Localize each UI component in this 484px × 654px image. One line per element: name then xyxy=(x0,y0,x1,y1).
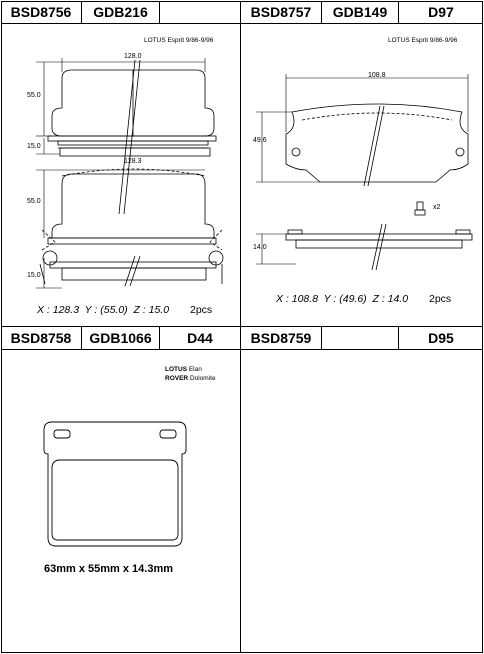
tl-dim-top-width: 128.0 xyxy=(124,53,142,60)
tr-pcs: 2pcs xyxy=(429,293,452,305)
tl-dim-bottom-height: 55.0 xyxy=(27,198,41,205)
tl-summary: X : 128.3 Y : (55.0) Z : 15.0 xyxy=(37,304,170,316)
tr-d-cell: D97 xyxy=(428,4,454,20)
bl-gdb-cell: GDB1066 xyxy=(89,330,152,346)
tr-code-cell: BSD8757 xyxy=(250,4,312,20)
br-code-cell: BSD8759 xyxy=(250,330,312,346)
bl-vehicle-make-1: LOTUS xyxy=(165,366,188,373)
tl-dim-bottom-width: 128.3 xyxy=(124,158,142,165)
tl-pad-drawing xyxy=(0,24,240,326)
tl-code-cell: BSD8756 xyxy=(10,4,72,20)
divider-br-1 xyxy=(321,326,322,349)
tl-vehicle-label: LOTUS Esprit 9/86-9/96 xyxy=(144,37,214,44)
br-d-cell: D95 xyxy=(428,330,454,346)
tr-pad-drawing xyxy=(240,24,484,326)
tr-dim-thickness: 14.0 xyxy=(253,244,267,251)
tr-gdb-cell: GDB149 xyxy=(332,4,388,20)
tr-dim-width: 108.8 xyxy=(368,72,386,79)
tl-gdb-cell: GDB216 xyxy=(93,4,148,20)
tr-qty-mark: x2 xyxy=(433,204,441,211)
tr-vehicle-label: LOTUS Esprit 9/86-9/96 xyxy=(388,37,458,44)
bl-vehicle-model-2: Dolomite xyxy=(189,375,216,382)
bl-pad-drawing xyxy=(0,350,240,654)
tl-dim-top-height: 55.0 xyxy=(27,92,41,99)
bl-spec: 63mm x 55mm x 14.3mm xyxy=(44,563,174,575)
tr-summary: X : 108.8 Y : (49.6) Z : 14.0 xyxy=(276,293,409,305)
divider-tl-2 xyxy=(159,1,160,23)
tl-pcs: 2pcs xyxy=(190,304,213,316)
tr-dim-height: 49.6 xyxy=(253,137,267,144)
bl-d-cell: D44 xyxy=(187,330,213,346)
bl-code-cell: BSD8758 xyxy=(10,330,72,346)
bl-vehicle-model-1: Elan xyxy=(188,366,202,373)
bl-vehicle-make-2: ROVER xyxy=(165,375,189,382)
tl-dim-bottom-thickness: 15.0 xyxy=(27,272,41,279)
tl-dim-top-thickness: 15.0 xyxy=(27,143,41,150)
